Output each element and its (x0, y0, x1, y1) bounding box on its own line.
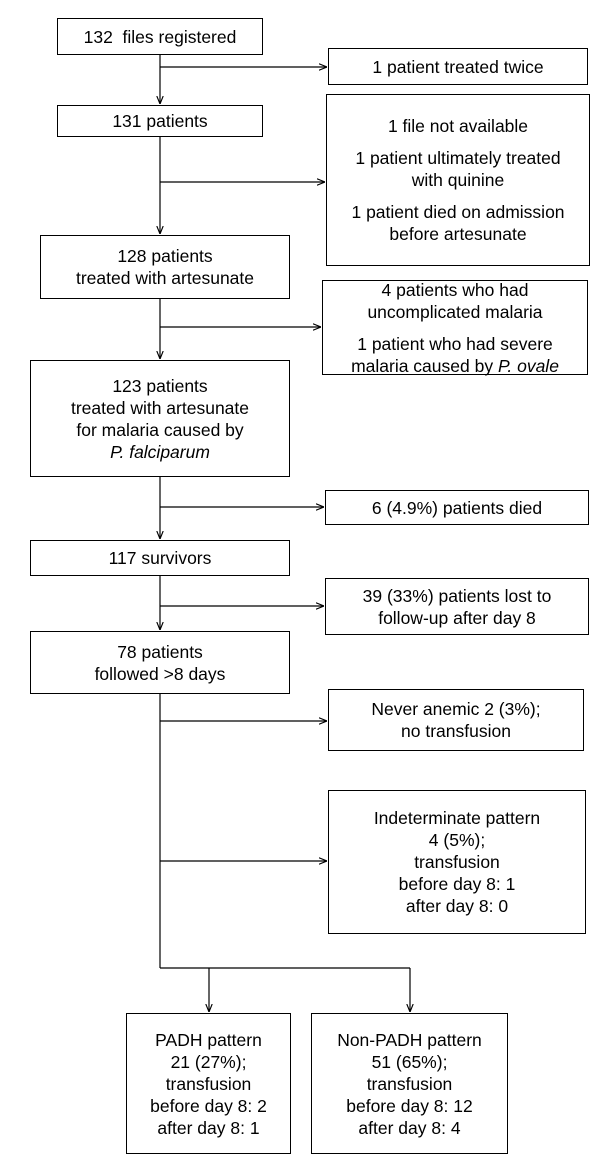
box-line: transfusion (366, 1073, 453, 1094)
box-line: after day 8: 0 (405, 896, 509, 916)
box-123-patients (30, 360, 290, 477)
box-line: for malaria caused by (76, 419, 244, 440)
box-indeterminate (328, 790, 586, 934)
box-line-species: P. falciparum (110, 441, 210, 462)
box-line: transfusion (414, 852, 500, 872)
box-line: 1 patient treated twice (372, 56, 544, 77)
box-line: followed >8 days (94, 663, 226, 684)
box-line: Non-PADH pattern (337, 1029, 482, 1050)
box-131-patients (57, 105, 263, 137)
box-non-falciparum (322, 280, 588, 375)
box-line: transfusion (165, 1073, 252, 1094)
box-line: 6 (4.9%) patients died (371, 497, 543, 518)
box-line: 4 patients who had (381, 279, 529, 300)
box-padh (126, 1013, 291, 1154)
box-line: treated with artesunate (75, 268, 255, 288)
box-line: treated with artesunate (70, 397, 250, 418)
box-died (325, 490, 589, 525)
box-lost-followup (325, 578, 589, 635)
box-line: before day 8: 2 (150, 1095, 267, 1116)
box-line: 1 patient ultimately treated (355, 148, 561, 168)
box-non-padh (311, 1013, 508, 1154)
box-line: 1 patient died on admission (351, 202, 565, 222)
box-line: 1 file not available (387, 116, 529, 136)
box-line: 117 survivors (108, 548, 212, 568)
box-line: 131 patients (112, 111, 208, 131)
box-line: 128 patients (117, 246, 213, 266)
box-line: 39 (33%) patients lost to (362, 585, 552, 606)
box-line-ovale: malaria caused by P. ovale (351, 355, 559, 376)
box-128-patients (40, 235, 290, 299)
box-line: after day 8: 4 (358, 1117, 461, 1138)
box-line: 21 (27%); (170, 1051, 247, 1072)
box-files-registered (57, 18, 263, 55)
box-line: 132 files registered (83, 26, 237, 47)
box-line: 123 patients (112, 375, 208, 396)
box-line: 51 (65%); (371, 1051, 448, 1072)
box-line: follow-up after day 8 (378, 607, 536, 628)
box-line: with quinine (411, 170, 505, 190)
box-line: no transfusion (401, 721, 511, 741)
box-line: Indeterminate pattern (373, 808, 541, 828)
box-line: 4 (5%); (428, 830, 486, 850)
box-line: before day 8: 1 (398, 874, 516, 894)
box-never-anemic (328, 689, 584, 751)
box-file-issues (326, 94, 590, 266)
box-line: uncomplicated malaria (367, 301, 543, 322)
box-line: after day 8: 1 (157, 1117, 260, 1138)
box-line: before artesunate (389, 224, 527, 244)
box-78-patients (30, 631, 290, 694)
box-line: PADH pattern (155, 1029, 262, 1050)
box-line: 1 patient who had severe (357, 333, 553, 354)
box-line: 78 patients (117, 641, 203, 662)
box-line: before day 8: 12 (346, 1095, 473, 1116)
box-117-survivors (30, 540, 290, 576)
box-line: Never anemic 2 (3%); (371, 699, 541, 719)
box-treated-twice (328, 48, 588, 85)
